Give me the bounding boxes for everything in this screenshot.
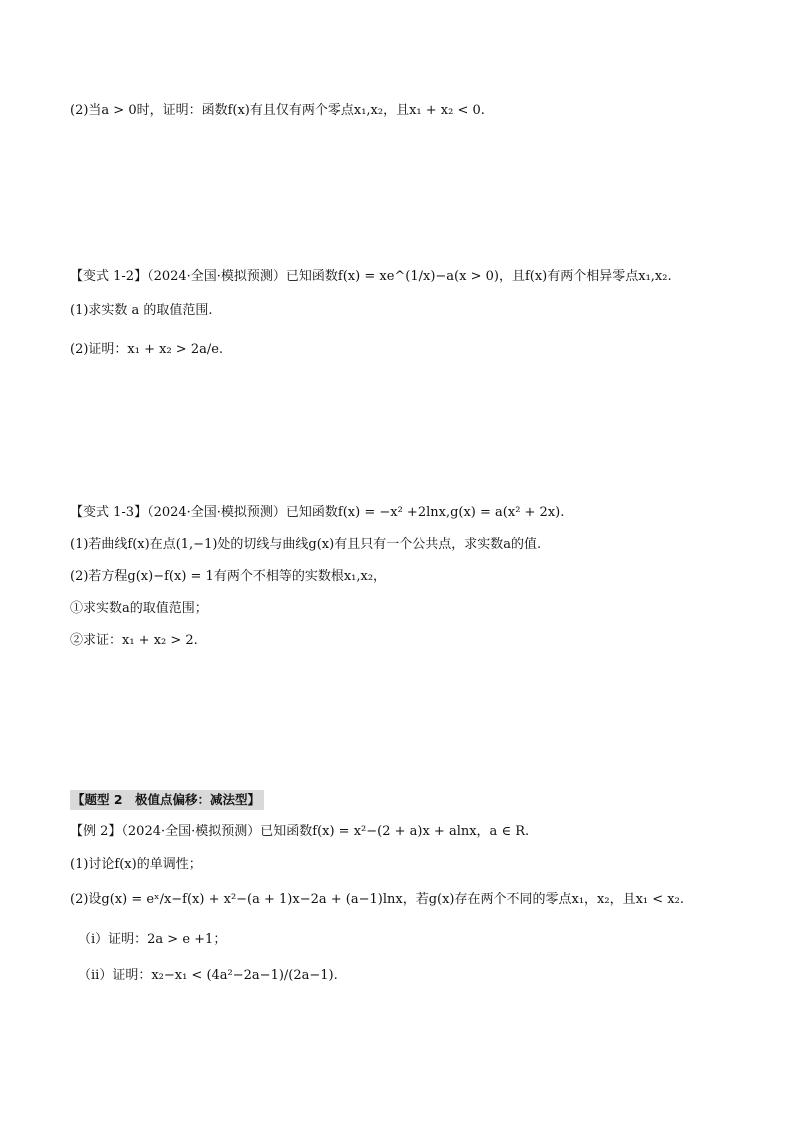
variant-1-2-part-1: (1)求实数 a 的取值范围. (70, 303, 213, 318)
example-2-sub-ii: （ii）证明：x₂−x₁ < (4a²−2a−1)/(2a−1). (78, 968, 338, 983)
example-2-part-1: (1)讨论f(x)的单调性； (70, 857, 202, 872)
section-heading-type-2: 【题型 2 极值点偏移：减法型】 (70, 790, 264, 810)
example-2-title: 【例 2】（2024·全国·模拟预测）已知函数f(x) = x²−(2 + a)x + alnx，a ∈ R. (70, 824, 530, 839)
example-2-sub-i: （i）证明：2a > e +1； (78, 932, 227, 947)
variant-1-3-sub-2: ②求证：x₁ + x₂ > 2. (70, 633, 198, 648)
variant-1-3-sub-1: ①求实数a的取值范围； (70, 601, 208, 616)
variant-1-3-title: 【变式 1-3】（2024·全国·模拟预测）已知函数f(x) = −x² +2lnx,g(x) = a(x² + 2x). (70, 505, 565, 520)
example-2-part-2: (2)设g(x) = eˣ/x−f(x) + x²−(a + 1)x−2a + (a−1)lnx，若g(x)存在两个不同的零点x₁，x₂，且x₁ < x₂. (70, 892, 684, 907)
variant-1-3-part-2: (2)若方程g(x)−f(x) = 1有两个不相等的实数根x₁,x₂， (70, 569, 387, 584)
variant-1-3-part-1: (1)若曲线f(x)在点(1,−1)处的切线与曲线g(x)有且只有一个公共点，求实数a的值. (70, 537, 542, 552)
variant-1-2-title: 【变式 1-2】（2024·全国·模拟预测）已知函数f(x) = xe^(1/x)−a(x > 0)，且f(x)有两个相异零点x₁,x₂. (70, 269, 672, 284)
problem-2-line: (2)当a > 0时，证明：函数f(x)有且仅有两个零点x₁,x₂，且x₁ + x₂ < 0. (70, 103, 485, 118)
variant-1-2-part-2: (2)证明：x₁ + x₂ > 2a/e. (70, 342, 224, 357)
